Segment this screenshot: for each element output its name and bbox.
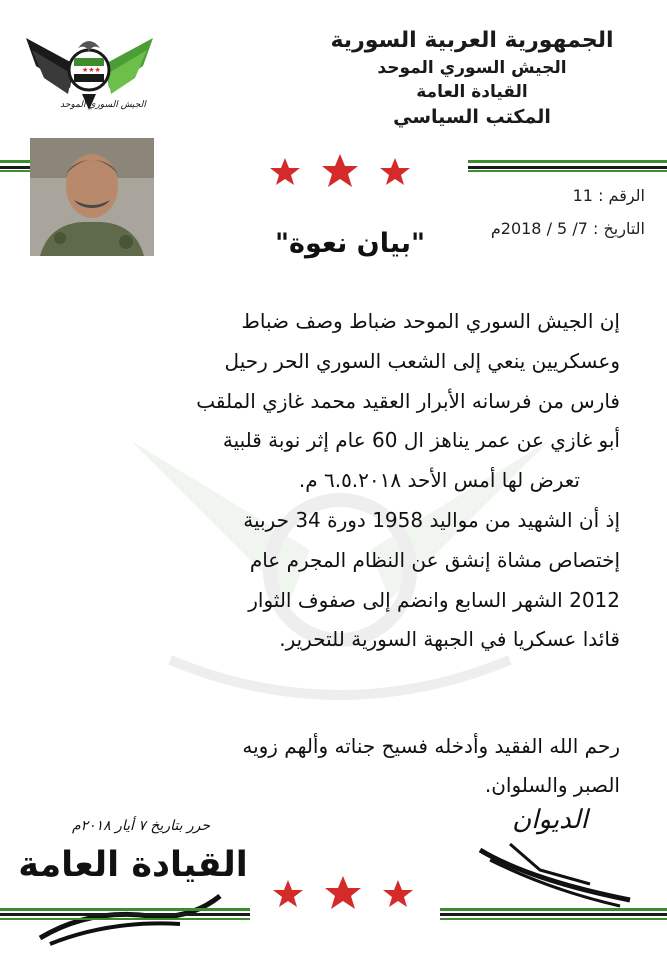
command-signature-title: القيادة العامة (18, 845, 248, 885)
body-line: قائدا عسكريا في الجبهة السورية للتحرير. (279, 627, 620, 652)
svg-text:★★★: ★★★ (82, 66, 101, 74)
country-name: الجمهورية العربية السورية (330, 28, 614, 53)
body-line: أبو غازي عن عمر يناهز ال 60 عام إثر نوبة قلبية (222, 428, 620, 453)
document-number: الرقم : 11 (572, 186, 645, 205)
body-line: وعسكريين ينعي إلى الشعب السوري الحر رحيل (224, 348, 620, 373)
office-signature-title: الديوان (512, 805, 588, 835)
three-stars-bottom-icon (268, 872, 418, 912)
army-name: الجيش السوري الموحد (377, 58, 567, 79)
closing-line: رحم الله الفقيد وأدخله فسيح جناته وألهم زويه (242, 734, 620, 758)
office-name: المكتب السياسي (393, 106, 551, 129)
handwritten-signature-right (470, 840, 640, 910)
body-line: إذ أن الشهيد من مواليد 1958 دورة 34 حربية (243, 507, 620, 532)
body-line: تعرض لها أمس الأحد ٦.٥.٢٠١٨ م. (298, 468, 580, 493)
closing-line: الصبر والسلوان. (484, 773, 620, 797)
statement-title: "بيان نعوة" (274, 228, 426, 259)
body-line: 2012 الشهر السابع وانضم إلى صفوف الثوار (248, 587, 620, 612)
body-line: إختصاص مشاة إنشق عن النظام المجرم عام (249, 547, 620, 572)
three-stars-icon (265, 150, 415, 190)
letterhead (307, 28, 637, 129)
body-line: فارس من فرسانه الأبرار العقيد محمد غازي الملقب (196, 388, 620, 413)
statement-body (60, 302, 620, 660)
closing-prayer (60, 727, 620, 805)
portrait-photo (30, 138, 154, 256)
body-line: إن الجيش السوري الموحد ضباط وصف ضباط (241, 309, 620, 333)
document-date: التاريخ : 7/ 5 / 2018م (490, 219, 645, 238)
issued-date: حرر بتاريخ ٧ أيار ٢٠١٨م (71, 818, 211, 834)
command-name: القيادة العامة (416, 81, 528, 102)
document-meta (491, 186, 645, 252)
logo-caption: الجيش السوري الموحد (60, 100, 146, 110)
